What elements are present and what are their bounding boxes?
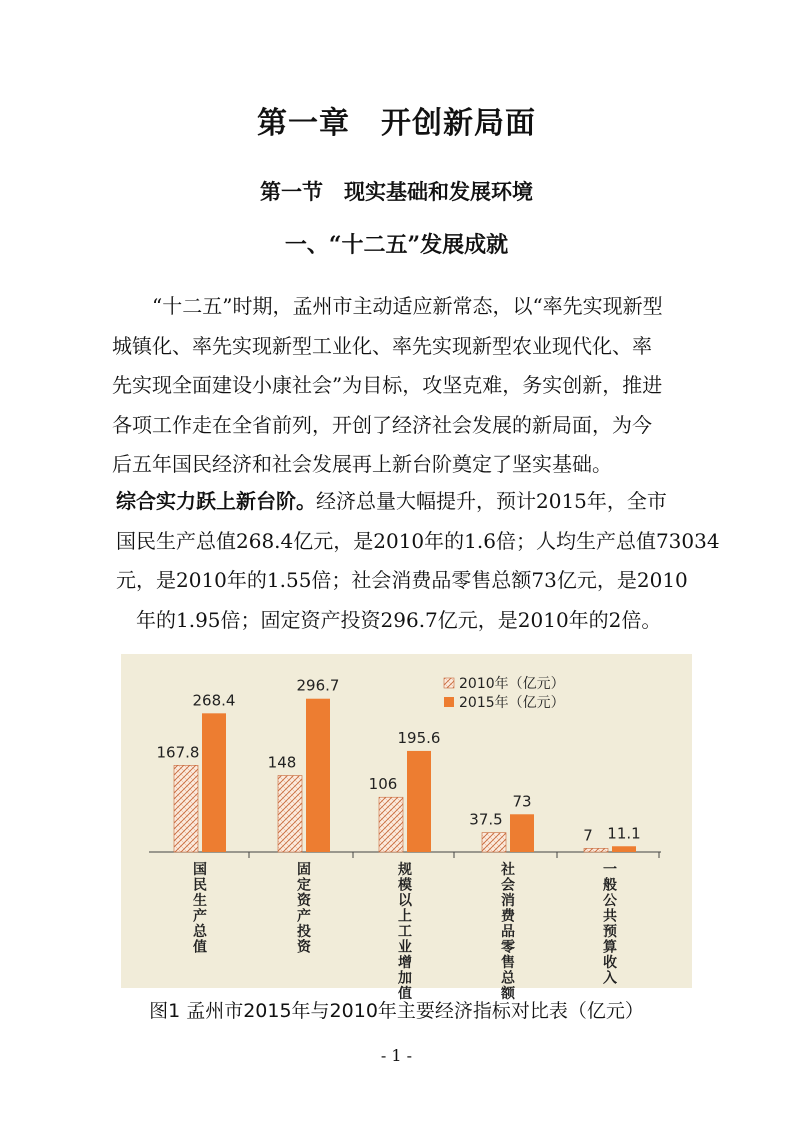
category-label-char: 定 (297, 877, 311, 894)
category-label-char: 共 (603, 908, 617, 925)
bar-2010 (278, 776, 302, 852)
category-label-char: 工 (398, 924, 412, 940)
paragraph-text: 经济总量大幅提升，预计2015年，全市 (316, 489, 667, 513)
bar-2015 (612, 846, 636, 852)
data-label-2010: 37.5 (469, 810, 503, 829)
data-label-2010: 167.8 (156, 743, 200, 762)
data-label-2010: 106 (368, 775, 398, 794)
category-label-char: 额 (501, 986, 515, 1002)
bar-chart-svg (121, 654, 692, 1002)
category-label-char: 民 (193, 877, 207, 894)
data-label-2015: 11.1 (607, 824, 641, 843)
bar-2015 (407, 751, 431, 852)
data-label-2015: 73 (512, 792, 532, 811)
paragraph-overview (112, 287, 692, 485)
category-label-char: 值 (398, 986, 412, 1002)
category-label-char: 社 (501, 862, 515, 878)
category-label-char: 一 (603, 862, 617, 878)
figure-caption: 图1 孟州市2015年与2010年主要经济指标对比表（亿元） (149, 1000, 644, 1022)
paragraph-line: 后五年国民经济和社会发展再上新台阶奠定了坚实基础。 (112, 452, 612, 476)
category-label-char: 国 (193, 862, 207, 878)
paragraph-line: 国民生产总值268.4亿元，是2010年的1.6倍；人均生产总值73034 (116, 528, 720, 553)
category-label-char: 费 (501, 908, 515, 925)
category-label-char: 总 (501, 970, 515, 987)
bar-2010 (482, 833, 506, 852)
category-label-char: 固 (297, 862, 311, 878)
category-label-char: 产 (297, 908, 311, 925)
category-label-char: 零 (501, 939, 515, 956)
bar-2010 (584, 848, 608, 852)
category-label-char: 消 (501, 893, 515, 909)
data-label-2010: 7 (583, 826, 593, 845)
category-label-char: 入 (603, 970, 617, 987)
bar-2015 (306, 699, 330, 852)
legend-swatch (444, 678, 454, 688)
data-label-2015: 268.4 (192, 691, 236, 710)
category-label-char: 业 (398, 939, 412, 956)
category-label-char: 资 (297, 939, 311, 956)
legend-swatch (444, 697, 454, 707)
category-label-char: 会 (501, 877, 515, 894)
category-label-char: 模 (398, 877, 412, 894)
category-label-char: 规 (398, 862, 412, 878)
sub-title: 一、“十二五”发展成就 (284, 232, 509, 258)
category-label-char: 预 (603, 924, 617, 940)
paragraph-line: 各项工作走在全省前列，开创了经济社会发展的新局面，为今 (112, 412, 652, 437)
category-label-char: 资 (297, 893, 311, 909)
category-label-char: 总 (193, 924, 207, 940)
bar-chart (121, 654, 692, 1002)
paragraph-line: 年的1.95倍；固定资产投资296.7亿元，是2010年的2倍。 (136, 607, 662, 632)
bar-2010 (174, 765, 198, 852)
category-label-char: 加 (398, 970, 412, 987)
category-label-char: 品 (501, 924, 515, 940)
category-label-char: 般 (603, 877, 617, 894)
category-label-char: 公 (603, 893, 617, 909)
paragraph-lead: 综合实力跃上新台阶。 (116, 489, 316, 513)
data-label-2010: 148 (267, 753, 297, 772)
category-label-char: 生 (193, 893, 207, 909)
paragraph-line (116, 482, 696, 522)
category-label-char: 算 (603, 939, 617, 956)
legend-label: 2010年（亿元） (459, 676, 565, 692)
category-label-char: 上 (398, 908, 412, 925)
section-title: 第一节 现实基础和发展环境 (260, 180, 533, 204)
category-label-char: 产 (193, 908, 207, 925)
paragraph-line: “十二五”时期，孟州市主动适应新常态，以“率先实现新型 (152, 294, 663, 318)
category-label-char: 收 (603, 955, 617, 971)
bar-2010 (379, 797, 403, 852)
data-label-2015: 296.7 (296, 676, 340, 695)
category-label-char: 投 (297, 924, 311, 940)
bar-2015 (202, 713, 226, 852)
category-label-char: 以 (398, 893, 412, 909)
paragraph-line: 元，是2010年的1.55倍；社会消费品零售总额73亿元，是2010 (116, 568, 688, 592)
paragraph-strength (116, 482, 720, 640)
category-label-char: 售 (501, 955, 515, 971)
category-label-char: 值 (193, 939, 207, 956)
chapter-title: 第一章 开创新局面 (257, 106, 536, 141)
category-label-char: 增 (398, 955, 412, 971)
page-number: - 1 - (380, 1046, 413, 1065)
data-label-2015: 195.6 (397, 728, 441, 747)
bar-2015 (510, 814, 534, 852)
paragraph-line: 城镇化、率先实现新型工业化、率先实现新型农业现代化、率 (112, 333, 652, 358)
legend-label: 2015年（亿元） (459, 695, 565, 711)
paragraph-line: 先实现全面建设小康社会”为目标，攻坚克难，务实创新，推进 (112, 373, 663, 397)
